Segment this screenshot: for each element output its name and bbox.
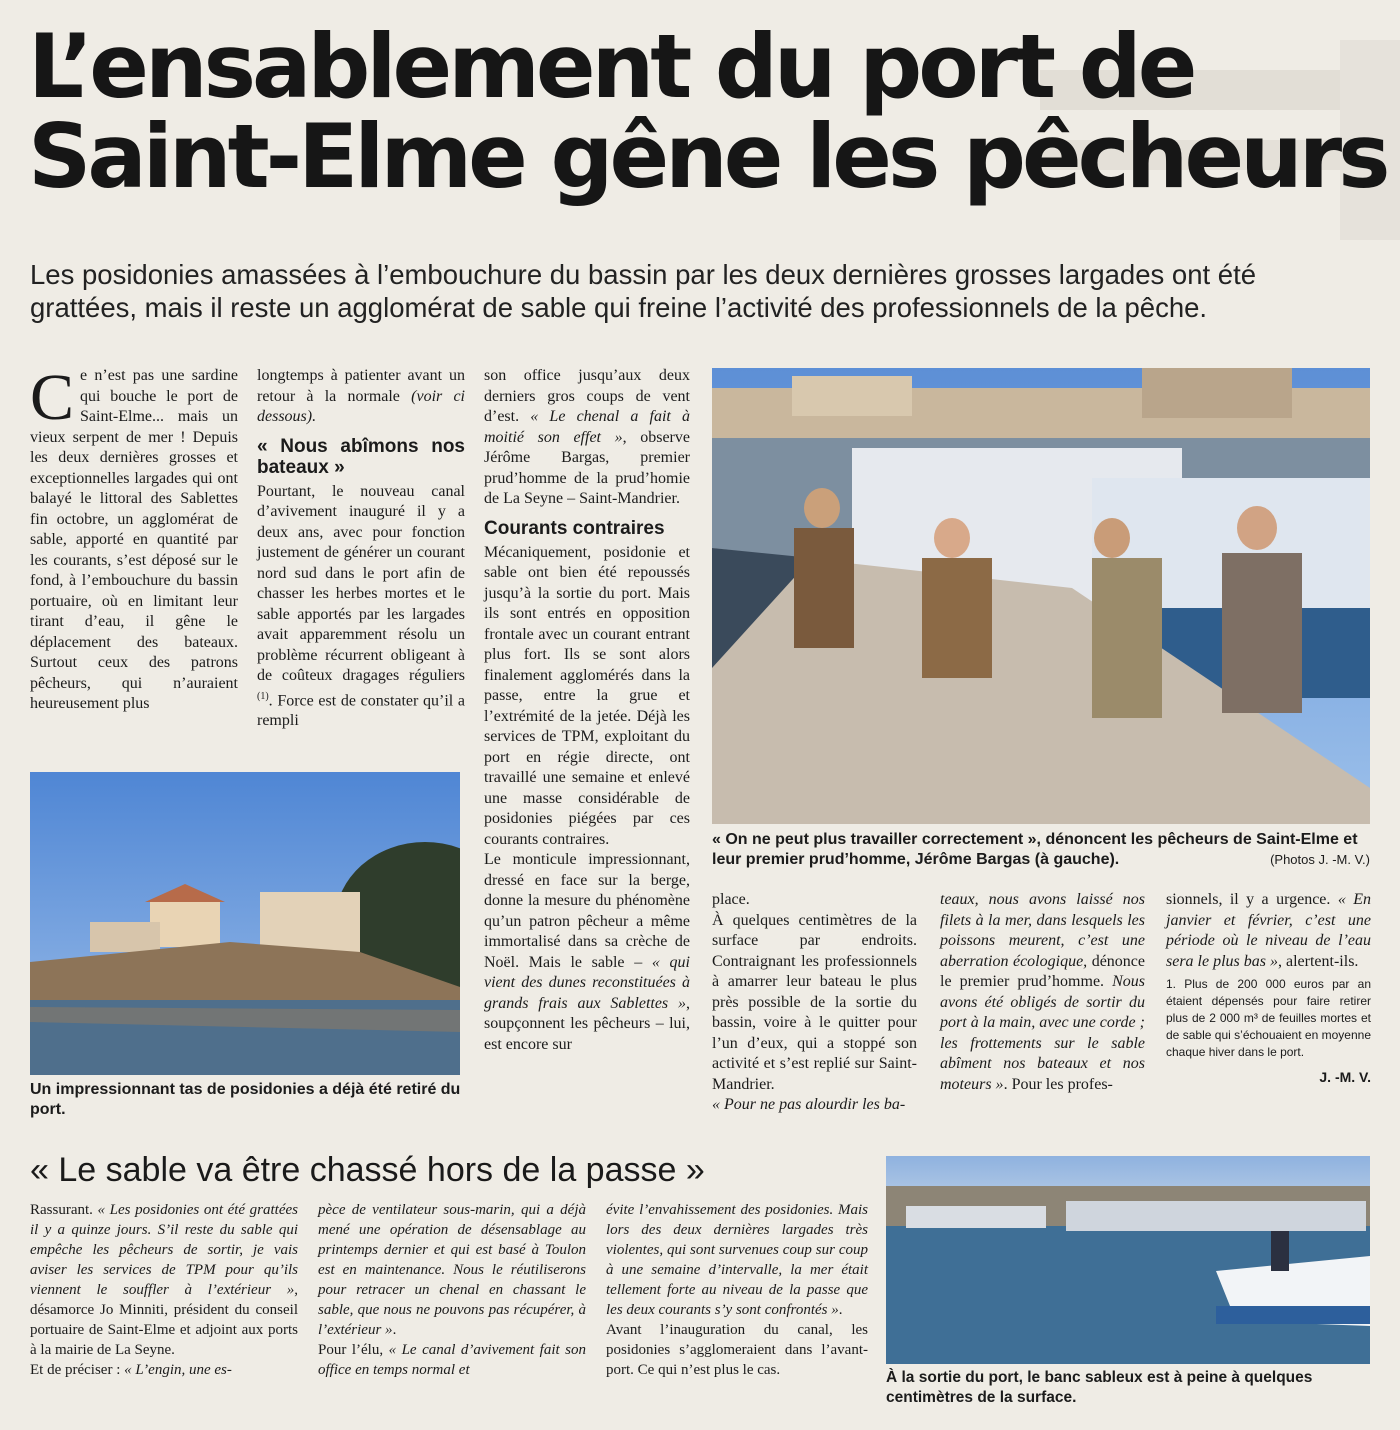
author-signature: J. -M. V. [1319, 1069, 1371, 1085]
col6-b: , alertent-ils. [1278, 952, 1359, 970]
photo-harbour-caption: À la sortie du port, le banc sableux est à peine à quelques centimètres de la surface. [886, 1369, 1313, 1406]
secA-c: Et de préciser : [30, 1362, 121, 1378]
col3-p1b: , observe Jérôme Bargas, premier prud’homme de la prud’homie de La Seyne – Saint-Mandrier. [484, 428, 690, 507]
secB-em2: « Le canal d’avivement fait son office en temps normal et [318, 1342, 587, 1378]
col3-p3b: , soupçonnent les pêcheurs – lui, est encore sur [484, 994, 690, 1053]
photo-fishermen-caption [712, 830, 1370, 870]
col2-p1-em: (voir ci dessous). [257, 387, 466, 425]
col2-p2: Pourtant, le nouveau canal d’avivement inauguré il y a deux ans, avec pour fonction justement de générer un courant nord sud dans le port afin de chasser les herbes mortes et le sable apportés par les largades avait apparemment résolu un problème récurrent obligeant à de coûteux dragages réguliers [257, 482, 465, 684]
col5-em2: Nous avons été obligés de sortir du port à la main, avec une corde ; les frottements sur le sable abîment nos bateaux et nos moteurs » [940, 973, 1145, 1093]
col6-a: sionnels, il y a urgence. [1166, 891, 1331, 908]
col3-p1a: son office jusqu’aux deux derniers gros coups de vent d’est. [484, 367, 690, 425]
article-column-4 [712, 890, 917, 1116]
subhead-courants: Courants contraires [484, 517, 665, 539]
secB-b: Pour l’élu, [318, 1342, 384, 1358]
photo-credit: (Photos J. -M. V.) [1270, 852, 1370, 867]
col6-em: « En janvier et février, c’est une période où le niveau de l’eau sera le plus bas » [1166, 891, 1371, 970]
secA-a: Rassurant. [30, 1202, 93, 1218]
standfirst: Les posidonies amassées à l’embouchure du bassin par les deux dernières grosses largades ont été grattées, mais il reste un aggloméra​t de sable qui freine l’activité des professionnels de la pêche. [30, 259, 1257, 323]
col3-p3-em: « qui vient des dunes reconstituées à grands frais aux Sablettes » [484, 953, 690, 1012]
photo-posidonia-pile [30, 772, 460, 1075]
subhead-bateaux: « Nous abîmons nos bateaux » [257, 435, 465, 478]
secC-b: Avant l’inauguration du canal, les posidonies s’agglomeraient dans l’avant-port. Ce qui n’est plus le cas. [606, 1322, 868, 1378]
headline [28, 15, 1387, 208]
caption-main: « On ne peut plus travailler correctement », dénoncent les pêcheurs de Saint-Elme et leur premier prud’homme, Jérôme Bargas (à gauche). [712, 831, 1358, 868]
col4-p3-em: « Pour ne pas alourdir les ba- [712, 1096, 906, 1113]
col5-b: . Pour les profes- [1003, 1075, 1113, 1093]
secondary-column-c [606, 1200, 868, 1380]
secC-a: . [838, 1302, 843, 1318]
article-column-3 [484, 366, 690, 1055]
col5-a: dénonce le premier prud’homme. [940, 952, 1146, 990]
col5-em1: teaux, nous avons laissé nos filets à la mer, dans lesquels les poissons meurent, c’est une aberration écologique, [940, 891, 1145, 970]
footnote-ref: (1) [257, 690, 269, 702]
article-column-2 [257, 366, 465, 732]
photo-harbour-exit [886, 1156, 1370, 1364]
photo-posidonia-caption: Un impressionnant tas de posidonies a déjà été retiré du port. [30, 1081, 461, 1118]
photo-fishermen [712, 368, 1370, 824]
col3-p1-em: « Le chenal a fait à moitié son effet » [484, 408, 691, 446]
secB-a: . [392, 1322, 397, 1338]
secA-em: « Les posidonies ont été grattées il y a quinze jours. S’il reste du sable qui empêche les pêcheurs de sortir, je vais aviser les services de TPM pour qu’ils viennent le souffler à l’extérieur » [30, 1202, 299, 1298]
col3-p2: Mécaniquement, posidonie et sable ont bien été repoussés jusqu’à la sortie du port. Mais ils sont entrés en opposition frontale avec un courant entrant plus fort. Ils se sont alors finalement agglomérés dans la passe, entre la grue et l’extrémité de la jetée. Déjà les services de TPM, exploitant du port en régie directe, ont travaillé une semaine et enlevé une masse considérable de posidonies piégées par ces courants contraires. [484, 543, 690, 848]
col1-text: e n’est pas une sardine qui bouche le port de Saint-Elme... mais un vieux serpent de mer ! Depuis les deux dernières grosses et exceptionnelles largades qui ont balayé le littoral des Sablettes fin octobre, un agglomérat de sable, apporté en quantité par les courants, s’est déposé sur le fond, à l’embouchure du bassin portuaire, où en limitant leur tirant d’eau, il gêne le déplacement des bateaux. Surtout ceux des patrons pêcheurs, qui n’auraient heureusement plus [30, 367, 238, 712]
headline-line-1: L’ensablement du port de [28, 15, 1194, 118]
col3-p3a: Le monticule impressionnant, dressé en face sur la berge, donne la mesure du phénomène qu’un patron pêcheur a même immortalisé dans sa crèche de Noël. Mais le sable – [484, 851, 690, 971]
secondary-headline: « Le sable va être chassé hors de la passe » [30, 1151, 705, 1189]
secC-em: évite l’envahissement des posidonies. Mais lors des deux dernières largades très violentes, qui sont survenues coup sur coup à une semaine d’intervalle, la mer était tellement forte au niveau de la passe que les deux courants s’y sont confrontés » [606, 1202, 868, 1318]
secondary-column-b [318, 1200, 586, 1380]
col4-p2: À quelques centimètres de la surface par endroits. Contraignant les professionnels à amarrer leur bateau le plus près possible de la sortie du bassin, voire à le quitter pour l’un d’eux, qui a stoppé son activité et s’est replié sur Saint-Mandrier. [712, 911, 917, 1093]
article-column-5 [940, 890, 1145, 1095]
col2-p2-end: . Force est de constater qu’il a rempli [257, 691, 465, 730]
col4-p1: place. [712, 891, 750, 908]
article-column-6 [1166, 890, 1371, 1088]
secA-b: , désamorce Jo Minniti, président du conseil portuaire de Saint-Elme et adjoint aux ports à la mairie de La Seyne. [30, 1282, 298, 1358]
footnote: 1. Plus de 200 000 euros par an étaient dépensés pour faire retirer plus de 2 000 m³ de feuilles mortes et de sable qui s’échouaient en moyenne chaque hiver dans le port. [1166, 977, 1371, 1059]
col2-p1: longtemps à patienter avant un retour à la normale [257, 367, 465, 405]
headline-line-2: Saint-Elme gêne les pêcheurs [28, 105, 1387, 208]
secA-em2: « L’engin, une es- [124, 1362, 232, 1378]
secondary-column-a [30, 1200, 298, 1380]
secB-em: pèce de ventilateur sous-marin, qui a déjà mené une opération de désensablage au printemps dernier et qui est basé à Toulon est en maintenance. Nous le réutiliserons pour retracer un chenal en chassant le sable, que nous ne pouvons pas récupérer, à l’extérieur » [318, 1202, 586, 1338]
article-column-1 [30, 361, 238, 715]
drop-cap: C [30, 361, 75, 434]
